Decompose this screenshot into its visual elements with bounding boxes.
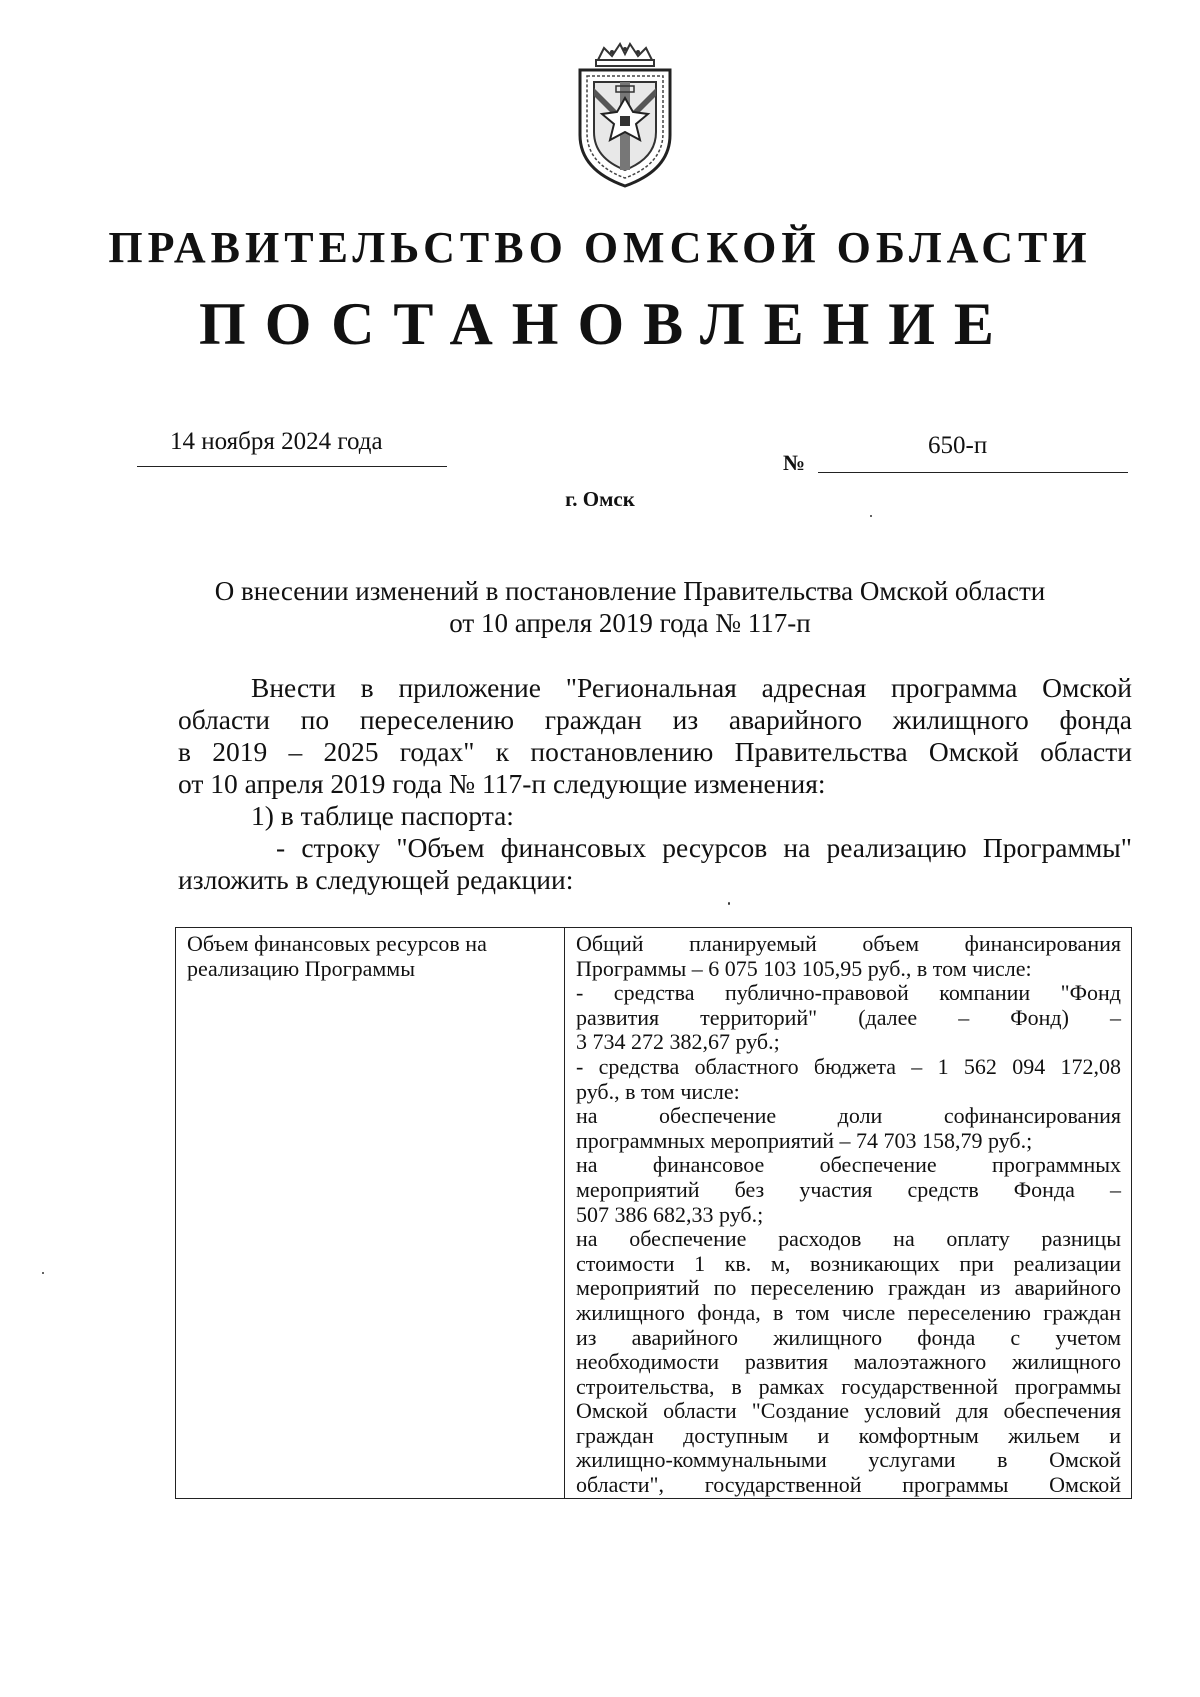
document-type-title: ПОСТАНОВЛЕНИЕ bbox=[199, 291, 1013, 357]
cell-line: строительства, в рамках государственной программы bbox=[576, 1373, 1121, 1399]
body-line: изложить в следующей редакции: bbox=[178, 864, 574, 895]
cell-line: 3 734 272 382,67 руб.; bbox=[576, 1029, 780, 1055]
document-body bbox=[178, 672, 1132, 896]
cell-line: из аварийного жилищного фонда с учетом bbox=[576, 1324, 1121, 1350]
cell-line: мероприятий по переселению граждан из аварийного bbox=[576, 1275, 1121, 1301]
body-line: Внести в приложение "Региональная адресная программа Омской bbox=[251, 672, 1132, 703]
cell-line: Общий планируемый объем финансирования bbox=[576, 931, 1121, 956]
passport-table bbox=[175, 927, 1132, 1499]
body-line: области по переселению граждан из аварийного жилищного фонда bbox=[178, 704, 1132, 735]
cell-line: на финансовое обеспечение программных bbox=[576, 1152, 1121, 1178]
number-sign: № bbox=[783, 450, 806, 475]
scan-speck bbox=[728, 902, 730, 905]
cell-line: жилищного фонда, в том числе переселению граждан bbox=[576, 1299, 1121, 1325]
date-underline bbox=[137, 466, 447, 467]
document-number: 650-п bbox=[928, 432, 988, 459]
cell-line: Объем финансовых ресурсов на bbox=[187, 931, 487, 956]
table-cell-parameter bbox=[176, 928, 565, 1499]
document-date: 14 ноября 2024 года bbox=[170, 428, 383, 455]
cell-line: программных мероприятий – 74 703 158,79 руб.; bbox=[576, 1127, 1033, 1153]
cell-line: Омской области "Создание условий для обеспечения bbox=[576, 1398, 1121, 1424]
body-line: 1) в таблице паспорта: bbox=[251, 800, 514, 831]
cell-line: реализацию Программы bbox=[187, 955, 415, 981]
cell-line: жилищно-коммунальными услугами в Омской bbox=[576, 1447, 1121, 1473]
cell-line: стоимости 1 кв. м, возникающих при реализации bbox=[576, 1250, 1121, 1276]
cell-line: необходимости развития малоэтажного жилищного bbox=[576, 1349, 1121, 1375]
coat-of-arms-emblem bbox=[560, 40, 690, 190]
cell-line: на обеспечение расходов на оплату разницы bbox=[576, 1226, 1121, 1252]
cell-line: развития территорий" (далее – Фонд) – bbox=[576, 1004, 1121, 1030]
cell-line: на обеспечение доли софинансирования bbox=[576, 1103, 1121, 1129]
cell-line: - средства областного бюджета – 1 562 094 172,08 bbox=[576, 1053, 1121, 1079]
government-title: ПРАВИТЕЛЬСТВО ОМСКОЙ ОБЛАСТИ bbox=[108, 223, 1092, 272]
table-cell-value bbox=[565, 928, 1132, 1499]
cell-line: 507 386 682,33 руб.; bbox=[576, 1201, 764, 1227]
number-underline bbox=[818, 472, 1128, 473]
cell-line: - средства публично-правовой компании "Фонд bbox=[576, 980, 1121, 1006]
scan-speck bbox=[42, 1272, 44, 1274]
cell-line: мероприятий без участия средств Фонда – bbox=[576, 1176, 1121, 1202]
cell-line: руб., в том числе: bbox=[576, 1078, 740, 1104]
body-line: - строку "Объем финансовых ресурсов на реализацию Программы" bbox=[276, 832, 1132, 863]
cell-line: граждан доступным и комфортным жильем и bbox=[576, 1422, 1121, 1448]
subject-line: от 10 апреля 2019 года № 117-п bbox=[449, 608, 811, 638]
city-name: г. Омск bbox=[565, 487, 635, 511]
body-line: в 2019 – 2025 годах" к постановлению Правительства Омской области bbox=[178, 736, 1132, 767]
cell-line: Программы – 6 075 103 105,95 руб., в том числе: bbox=[576, 955, 1032, 981]
subject-line: О внесении изменений в постановление Правительства Омской области bbox=[214, 576, 1046, 606]
cell-line: области", государственной программы Омской bbox=[576, 1472, 1121, 1498]
body-line: от 10 апреля 2019 года № 117-п следующие изменения: bbox=[178, 768, 826, 799]
table-row bbox=[176, 928, 1132, 1499]
scan-speck bbox=[870, 515, 872, 517]
document-subject bbox=[150, 575, 1110, 639]
